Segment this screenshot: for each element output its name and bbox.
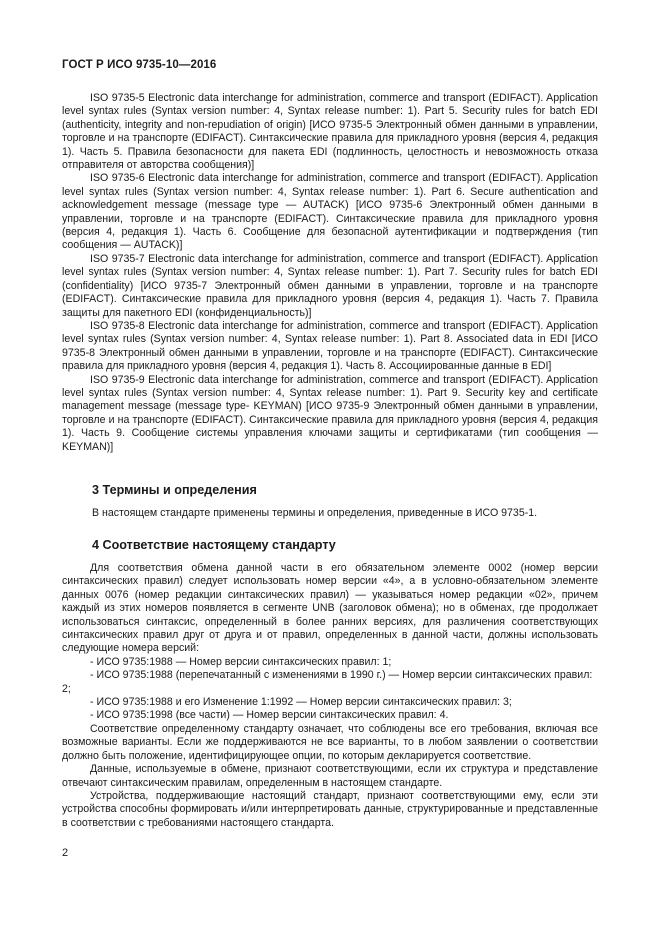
reference-iso-9735-5: ISO 9735-5 Electronic data interchange for administration, commerce and transport (EDIFACT). Application level syntax rules (Syntax version number: 4, Syntax release number: 1). Part 5. Security rules for batch EDI (authenticity, integrity and non-repudiation of origin) [ИСО 9735-5 Электронный обмен данными в управлении, торговле и на транспорте (EDIFACT). Синтаксические правила для прикладного уровня (версия 4, редакция 1). Часть 5. Правила безопасности для пакета EDI (подлинность, целостность и невозможность отказа отправителя от авторства сообщения)] bbox=[62, 92, 598, 172]
reference-iso-9735-6: ISO 9735-6 Electronic data interchange for administration, commerce and transport (EDIFACT). Application level syntax rules (Syntax version number: 4, Syntax release number: 1). Part 6. Secure authentication and acknowledgement message (message type — AUTACK) [ИСО 9735-6 Электронный обмен данными в управлении, торговле и на транспорте (EDIFACT). Синтаксические правила для прикладного уровня (версия 4, редакция 1). Часть 6. Сообщение для безопасной аутентификации и подтверждения (тип сообщения — AUTACK)] bbox=[62, 172, 598, 252]
list-item: - ИСО 9735:1988 и его Изменение 1:1992 — Номер версии синтаксических правил: 3; bbox=[90, 696, 512, 709]
section-4-paragraph: Данные, используемые в обмене, признают соответствующими, если их структура и представление отвечают синтаксическим правилам, определенным в настоящем стандарте. bbox=[62, 763, 598, 789]
section-4-paragraph: Соответствие определенному стандарту означает, что соблюдены все его требования, включая все возможные варианты. Если же поддерживаются не все варианты, то в любом заявлении о соответствии должно быть положение, идентифицирующее опции, по которым декларируется соответствие. bbox=[62, 722, 598, 762]
section-4-paragraph: Устройства, поддерживающие настоящий стандарт, признают соответствующими ему, если эти устройства способны формировать и/или интерпретировать данные, структурированные и представленные в соответствии с требованиями настоящего стандарта. bbox=[62, 789, 598, 829]
section-4-body bbox=[62, 562, 598, 830]
section-4-heading: 4 Соответствие настоящему стандарту bbox=[92, 538, 336, 552]
list-item: - ИСО 9735:1988 (перепечатанный с изменениями в 1990 г.) — Номер версии синтаксических правил: 2; bbox=[62, 669, 593, 695]
section-4-intro: Для соответствия обмена данной части в его обязательном элементе 0002 (номер версии синтаксических правил) следует использовать номер версии «4», а в условно-обязательном элементе данных 0076 (номер редакции синтаксических правил) — указываться номер редакции «02», причем каждый из этих номеров появляется в сегменте UNB (заголовок обмена); но в обменах, где продолжает использоваться синтаксис, определенный в более ранних версиях, для различения соответствующих синтаксических правил друг от друга и от правил, определенных в данной части, должны использовать следующие номера версий: bbox=[62, 562, 598, 655]
list-item: - ИСО 9735:1998 (все части) — Номер версии синтаксических правил: 4. bbox=[90, 709, 449, 722]
list-item: - ИСО 9735:1988 — Номер версии синтаксических правил: 1; bbox=[90, 655, 392, 668]
section-3-body bbox=[62, 507, 598, 520]
reference-iso-9735-7: ISO 9735-7 Electronic data interchange for administration, commerce and transport (EDIFACT). Application level syntax rules (Syntax version number: 4, Syntax release number: 1). Part 7. Security rules for batch EDI (confidentiality) [ИСО 9735-7 Электронный обмен данными в управлении, торговле и на транспорте (EDIFACT). Синтаксические правила для прикладного уровня (версия 4, редакция 1). Часть 7. Правила защиты для пакетного EDI (конфиденциальность)] bbox=[62, 252, 598, 319]
reference-iso-9735-8: ISO 9735-8 Electronic data interchange for administration, commerce and transport (EDIFACT). Application level syntax rules (Syntax version number: 4, Syntax release number: 1). Part 8. Associated data in EDI [ИСО 9735-8 Электронный обмен данными в управлении, торговле и на транспорте (EDIFACT). Синтаксические правила для прикладного уровня (версия 4, редакция 1). Часть 8. Ассоциированные данные в EDI] bbox=[62, 319, 598, 373]
reference-iso-9735-9: ISO 9735-9 Electronic data interchange for administration, commerce and transport (EDIFACT). Application level syntax rules (Syntax version number: 4, Syntax release number: 1). Part 9. Security key and certificate management message (message type- KEYMAN) [ИСО 9735-9 Электронный обмен данными в управлении, торговле и на транспорте (EDIFACT). Синтаксические правила для прикладного уровня (версия 4, редакция 1). Часть 9. Сообщение системы управления ключами защиты и сертификатами (тип сообщения — KEYMAN)] bbox=[62, 373, 598, 453]
section-3-heading: 3 Термины и определения bbox=[92, 483, 257, 497]
document-header: ГОСТ Р ИСО 9735-10—2016 bbox=[62, 59, 217, 71]
normative-references bbox=[62, 92, 598, 454]
page-number: 2 bbox=[62, 847, 69, 859]
section-3-paragraph: В настоящем стандарте применены термины и определения, приведенные в ИСО 9735-1. bbox=[92, 507, 538, 519]
